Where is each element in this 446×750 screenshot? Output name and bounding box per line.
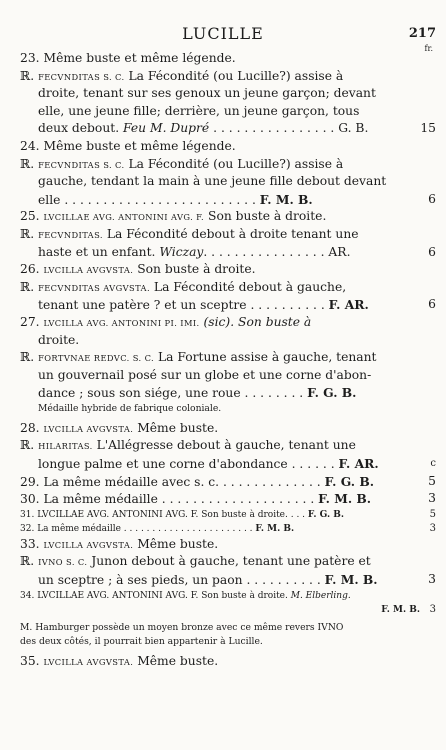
entry-30-price: 3	[428, 491, 436, 506]
entry-25-line-3: haste et un enfant. Wiczay. . . . . . . . . . . . . . . . AR. 6	[20, 244, 420, 262]
entry-33-reverse: ℝ. IVNO S. C. Junon debout à gauche, tenant une patère et	[20, 554, 371, 569]
entry-28-line-1: 28. LVCILLA AVGVSTA. Même buste.	[20, 420, 219, 435]
entry-26-line-1: 26. LVCILLA AVGVSTA. Son buste à droite.	[20, 262, 256, 277]
entry-25-line-1: 25. LVCILLAE AVG. ANTONINI AVG. F. Son buste à droite.	[20, 209, 327, 224]
entry-23-line-5: deux debout. Feu M. Dupré . . . . . . . . . . . . . . . . G. B. 15	[20, 120, 420, 138]
entry-33-line-3: un sceptre ; à ses pieds, un paon . . . . . . . . . . F. M. B. 3	[38, 572, 436, 588]
entry-24-price: 6	[428, 191, 436, 206]
entry-31: 31. LVCILLAE AVG. ANTONINI AVG. F. Son buste à droite. . . . F. G. B. 5	[20, 508, 436, 520]
entry-31-price: 5	[429, 508, 436, 520]
entry-24-line-1: 24. Même buste et même légende.	[20, 138, 236, 153]
entry-29-price: 5	[428, 473, 436, 488]
entry-24-line-4: elle . . . . . . . . . . . . . . . . . . . . . . . . . F. M. B. 6	[38, 191, 436, 207]
page-number: 217	[408, 26, 436, 41]
entry-23-line-4: elle, une jeune fille; derrière, un jeune garçon, tous	[38, 103, 360, 118]
catalogue-body	[20, 50, 436, 670]
entry-30: 30. La même médaille . . . . . . . . . . . . . . . . . . . . F. M. B. 3	[20, 491, 436, 507]
entry-23-price: 15	[420, 121, 436, 136]
entry-35-line-1: 35. LVCILLA AVGVSTA. Même buste.	[20, 653, 219, 668]
entry-34-line-2: F. M. B. 3	[381, 603, 436, 615]
currency-unit: fr.	[424, 44, 433, 53]
entry-28-reverse: ℝ. HILARITAS. L'Allégresse debout à gauche, tenant une	[20, 438, 356, 453]
entry-26-reverse: ℝ. FECVNDITAS AVGVSTA. La Fécondité debout à gauche,	[20, 279, 347, 294]
entry-27-line-4: un gouvernail posé sur un globe et une corne d'abon-	[38, 367, 372, 382]
running-title: LUCILLE	[182, 24, 264, 43]
entry-29: 29. La même médaille avec s. c. . . . . . . . . . . . . . F. G. B. 5	[20, 473, 436, 489]
entry-23-reverse: ℝ. FECVNDITAS S. C. La Fécondité (ou Lucille?) assise à	[20, 68, 344, 83]
entry-23-line-1: 23. Même buste et même légende.	[20, 51, 236, 65]
reverse-symbol: ℝ	[20, 68, 31, 83]
entry-27-line-5: dance ; sous son siége, une roue . . . . . . . . F. G. B.	[38, 385, 357, 401]
entry-27-line-1: 27. LVCILLA AVG. ANTONINI PI. IMI. (sic). Son buste à	[20, 314, 312, 329]
entry-27-reverse: ℝ. FORTVNAE REDVC. S. C. La Fortune assise à gauche, tenant	[20, 350, 377, 365]
footnote-line-2: des deux côtés, il pourrait bien appartenir à Lucille.	[20, 635, 263, 647]
entry-26-line-3: tenant une patère ? et un sceptre . . . . . . . . . . F. AR. 6	[38, 297, 436, 313]
entry-28-line-3: longue palme et une corne d'abondance . . . . . . F. AR. c	[38, 456, 436, 472]
entry-33-price: 3	[428, 572, 436, 587]
entry-28-price: c	[430, 458, 436, 470]
entry-27-note: Médaille hybride de fabrique coloniale.	[38, 402, 222, 414]
entry-32-price: 3	[429, 522, 436, 534]
entry-34-price: 3	[429, 603, 436, 615]
entry-25-reverse: ℝ. FECVNDITAS. La Fécondité debout à droite tenant une	[20, 226, 359, 241]
entry-24-reverse: ℝ. FECVNDITAS S. C. La Fécondité (ou Lucille?) assise à	[20, 156, 344, 171]
entry-33-line-1: 33. LVCILLA AVGVSTA. Même buste.	[20, 536, 219, 551]
entry-23-line-3: droite, tenant sur ses genoux un jeune garçon; devant	[38, 86, 376, 101]
footnote-line-1: M. Hamburger possède un moyen bronze avec ce même revers IVNO	[20, 621, 344, 633]
entry-32: 32. La même médaille . . . . . . . . . . . . . . . . . . . . . . . F. M. B. 3	[20, 522, 436, 534]
entry-24-line-3: gauche, tendant la main à une jeune fille debout devant	[38, 174, 387, 189]
entry-34-line-1: 34. LVCILLAE AVG. ANTONINI AVG. F. Son buste à droite. M. Elberling.	[20, 590, 351, 601]
entry-27-line-2: droite.	[38, 332, 80, 347]
entry-25-price: 6	[428, 244, 436, 259]
entry-26-price: 6	[428, 297, 436, 312]
